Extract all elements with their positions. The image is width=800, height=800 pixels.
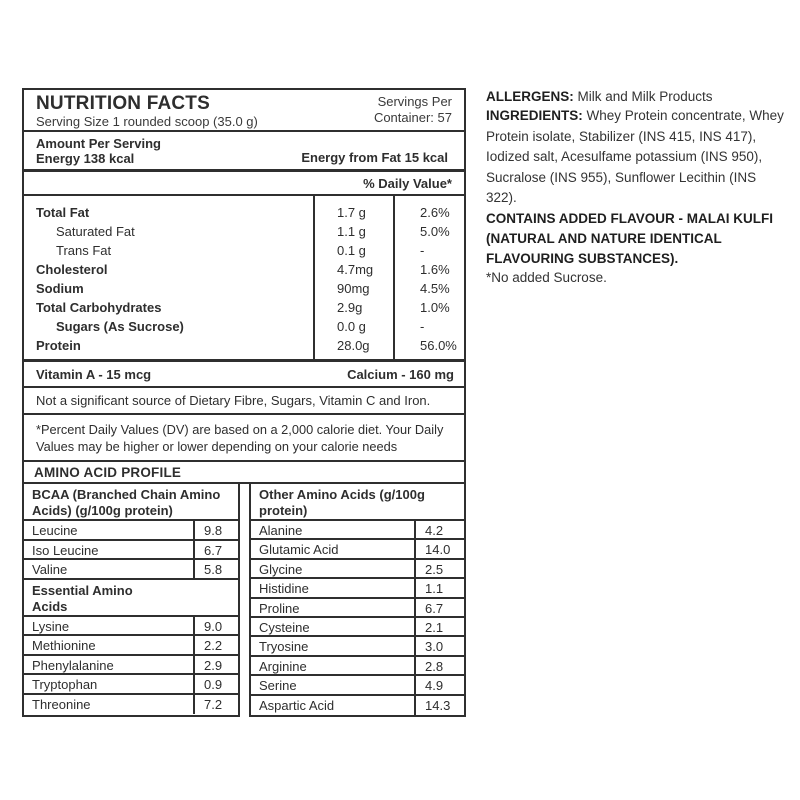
nutrient-amount: 1.1 g xyxy=(337,224,366,239)
amino-value: 7.2 xyxy=(204,696,223,712)
servings-line-1: Servings Per xyxy=(377,94,452,109)
amino-value: 6.7 xyxy=(425,600,444,616)
vitamin-a-value: Vitamin A - 15 mcg xyxy=(36,366,152,382)
amino-row xyxy=(24,617,238,637)
amino-value: 2.8 xyxy=(425,658,444,674)
nutrient-daily-value: - xyxy=(420,319,425,334)
nutrient-name: Cholesterol xyxy=(36,262,108,277)
servings-line-2: Container: 57 xyxy=(373,110,452,125)
no-added-sucrose-note: *No added Sucrose. xyxy=(486,269,607,285)
amino-row xyxy=(24,695,238,715)
amino-value: 9.8 xyxy=(204,523,223,538)
amino-row xyxy=(24,656,238,676)
amino-row xyxy=(251,579,464,598)
servings-per-container xyxy=(374,94,452,126)
energy-from-fat-value: Energy from Fat 15 kcal xyxy=(301,150,448,165)
amino-row xyxy=(24,521,238,541)
nutrient-amount: 2.9g xyxy=(337,300,363,315)
nutrient-dv-column xyxy=(395,196,464,359)
vitamin-mineral-row xyxy=(24,362,464,388)
serving-size-text: Serving Size 1 rounded scoop (35.0 g) xyxy=(36,114,258,129)
amino-section-name-text: Essential Amino Acids xyxy=(32,582,133,614)
amino-row xyxy=(251,560,464,579)
amino-value: 2.1 xyxy=(425,619,444,635)
nutrient-amount: 90mg xyxy=(337,281,370,296)
not-significant-note: Not a significant source of Dietary Fibre, Sugars, Vitamin C and Iron. xyxy=(24,388,464,415)
bcaa-table-body xyxy=(24,521,238,714)
amino-value: 9.0 xyxy=(204,618,223,634)
amino-name: Glycine xyxy=(251,560,416,577)
amino-value: 14.3 xyxy=(425,697,451,713)
other-amino-table-body xyxy=(251,521,464,715)
amino-row xyxy=(251,676,464,695)
ingredients-text: Whey Protein concentrate, Whey Protein isolate, Stabilizer (INS 415, INS 417), Iodized salt, Acesulfame potassium (INS 950), Sucralose (INS 955), Sunflower Lecithin (INS 322). xyxy=(486,108,784,205)
nutrient-daily-value: - xyxy=(420,243,425,258)
nutrient-name: Total Fat xyxy=(36,205,90,220)
nutrient-daily-value: 56.0% xyxy=(420,338,457,353)
nutrient-name: Trans Fat xyxy=(56,243,112,258)
allergens-paragraph xyxy=(486,88,790,106)
amino-name: Aspartic Acid xyxy=(251,696,416,715)
amino-name: Lysine xyxy=(24,617,195,635)
amino-row xyxy=(251,637,464,656)
allergens-label: ALLERGENS: xyxy=(486,89,574,104)
amino-row xyxy=(24,560,238,580)
header-section xyxy=(24,90,464,132)
side-panel xyxy=(486,88,790,287)
amino-table-gap xyxy=(240,484,249,717)
daily-value-header: % Daily Value* xyxy=(24,172,464,196)
nutrition-facts-panel xyxy=(22,88,466,717)
percent-dv-footnote: *Percent Daily Values (DV) are based on a 2,000 calorie diet. Your Daily Values may be higher or lower depending on your calorie needs xyxy=(24,415,464,462)
page-title: NUTRITION FACTS xyxy=(36,93,210,114)
amount-per-serving-section xyxy=(24,132,464,172)
amino-name: Glutamic Acid xyxy=(251,540,416,557)
bcaa-table-header: BCAA (Branched Chain Amino Acids) (g/100g protein) xyxy=(24,484,238,521)
nutrient-name: Protein xyxy=(36,338,81,353)
nutrient-amount: 4.7mg xyxy=(337,262,374,277)
nutrient-amount-column xyxy=(313,196,395,359)
amino-row xyxy=(24,675,238,695)
amino-name: Phenylalanine xyxy=(24,656,195,674)
amino-name: Threonine xyxy=(24,695,195,715)
nutrient-daily-value: 1.0% xyxy=(420,300,450,315)
amino-section-row xyxy=(24,580,238,617)
amino-name: Arginine xyxy=(251,657,416,674)
amino-name: Proline xyxy=(251,599,416,616)
amino-name: Leucine xyxy=(24,521,195,539)
energy-value: Energy 138 kcal xyxy=(36,151,135,166)
nutrient-amount: 0.1 g xyxy=(337,243,366,258)
amino-row xyxy=(251,599,464,618)
nutrient-table xyxy=(24,196,464,362)
bcaa-table xyxy=(24,484,240,717)
amino-value: 2.5 xyxy=(425,561,444,577)
contains-flavour-note: CONTAINS ADDED FLAVOUR - MALAI KULFI (NATURAL AND NATURE IDENTICAL FLAVOURING SUBSTANCES). xyxy=(486,210,773,266)
nutrient-amount: 28.0g xyxy=(337,338,370,353)
amino-name: Cysteine xyxy=(251,618,416,635)
amino-name: Tryosine xyxy=(251,637,416,654)
amino-acid-profile-title: AMINO ACID PROFILE xyxy=(24,462,464,484)
nutrient-amount: 1.7 g xyxy=(337,205,366,220)
amino-row xyxy=(24,541,238,561)
amino-value: 1.1 xyxy=(425,581,444,597)
amino-row xyxy=(251,657,464,676)
amino-name: Tryptophan xyxy=(24,675,195,693)
nutrient-name: Sugars (As Sucrose) xyxy=(56,319,184,334)
amino-row xyxy=(251,521,464,540)
amino-name: Alanine xyxy=(251,521,416,538)
amino-row xyxy=(251,618,464,637)
nutrient-name: Sodium xyxy=(36,281,84,296)
calcium-value: Calcium - 160 mg xyxy=(347,366,454,382)
nutrient-daily-value: 2.6% xyxy=(420,205,450,220)
amino-value: 0.9 xyxy=(204,677,223,692)
ingredients-label: INGREDIENTS: xyxy=(486,108,583,123)
amino-value: 2.2 xyxy=(204,638,223,653)
amino-acid-tables xyxy=(24,484,464,717)
nutrient-amount: 0.0 g xyxy=(337,319,366,334)
amino-value: 6.7 xyxy=(204,542,223,558)
nutrient-name: Saturated Fat xyxy=(56,224,135,239)
amino-name: Valine xyxy=(24,560,195,578)
ingredients-paragraph xyxy=(486,106,790,209)
amino-value: 14.0 xyxy=(425,542,451,558)
allergens-text: Milk and Milk Products xyxy=(573,89,713,104)
amino-value: 3.0 xyxy=(425,639,444,655)
nutrient-name: Total Carbohydrates xyxy=(36,300,162,315)
nutrient-daily-value: 5.0% xyxy=(420,224,450,239)
amino-row xyxy=(24,636,238,656)
amino-name: Iso Leucine xyxy=(24,541,195,559)
other-amino-table xyxy=(249,484,464,717)
amino-value: 5.8 xyxy=(204,562,223,577)
amino-value: 4.9 xyxy=(425,678,444,694)
amino-row xyxy=(251,540,464,559)
amino-row xyxy=(251,696,464,715)
amino-name: Histidine xyxy=(251,579,416,596)
amino-name: Methionine xyxy=(24,636,195,654)
amino-name: Serine xyxy=(251,676,416,693)
nutrient-name-column xyxy=(24,196,313,359)
other-amino-table-header: Other Amino Acids (g/100g protein) xyxy=(251,484,464,521)
amino-value: 4.2 xyxy=(425,523,444,538)
nutrient-daily-value: 1.6% xyxy=(420,262,450,277)
amount-per-serving-label: Amount Per Serving xyxy=(36,136,161,151)
nutrient-daily-value: 4.5% xyxy=(420,281,450,296)
amino-value: 2.9 xyxy=(204,657,223,673)
amino-section-name xyxy=(24,580,238,615)
